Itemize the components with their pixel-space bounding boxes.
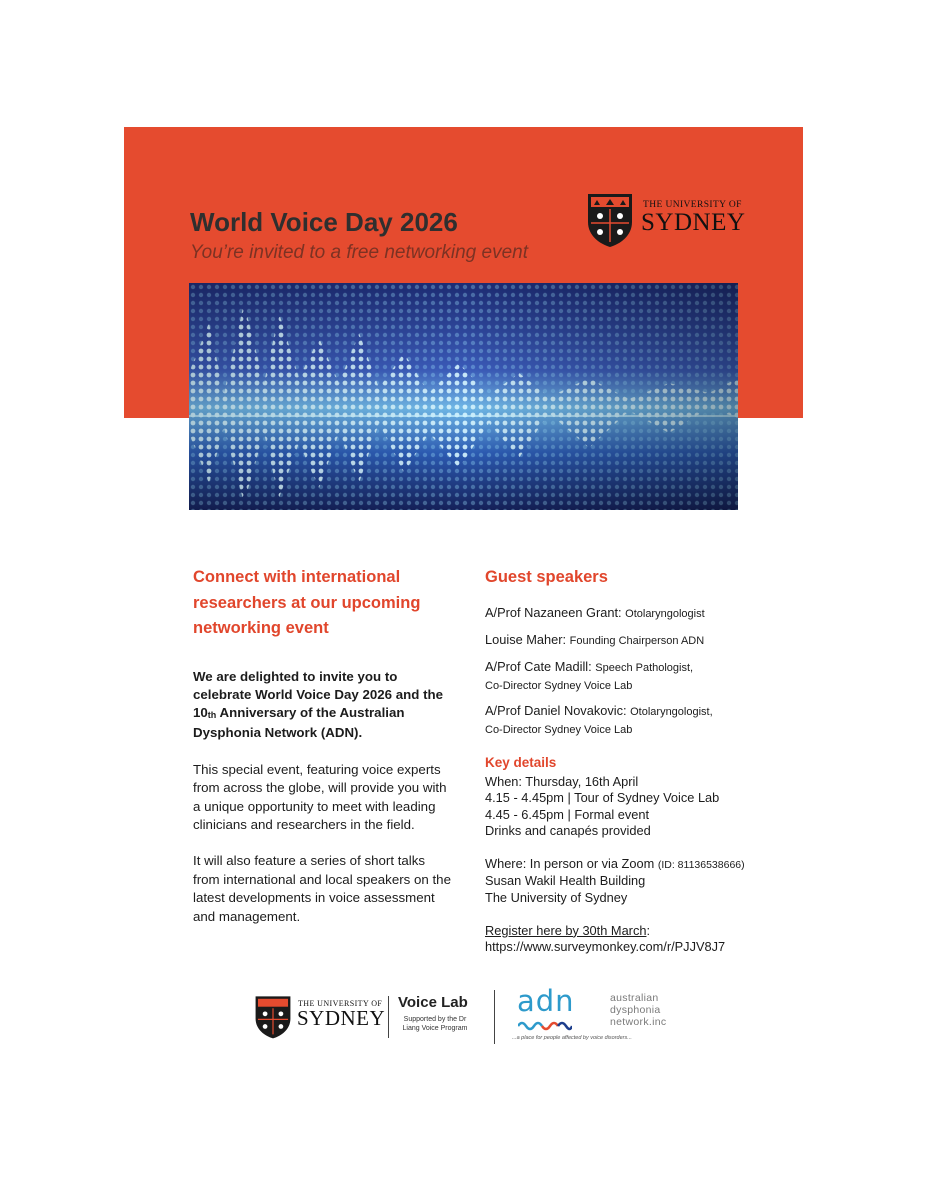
speaker-name: A/Prof Cate Madill: (485, 658, 592, 674)
speaker-item (485, 657, 775, 695)
when-line: When: Thursday, 16th April (485, 773, 639, 789)
adn-line3: network.inc (610, 1016, 667, 1028)
university-logo-small-text: THE UNIVERSITY OF (643, 200, 742, 210)
speaker-item (485, 701, 775, 739)
paragraph-event: This special event, featuring voice experts from across the globe, will provide you with a unique opportunity to meet with leading clinicians and researchers in the field. (193, 761, 447, 832)
lead-part1: We are delighted to invite you to celebrate World Voice Day 2026 and the (193, 668, 444, 702)
register-line (485, 923, 775, 940)
university-logo-big-text: SYDNEY (641, 209, 746, 236)
speaker-name: A/Prof Nazaneen Grant: (485, 604, 622, 620)
university-crest-icon (586, 192, 634, 248)
page-subtitle: You’re invited to a free networking event (190, 242, 528, 263)
speaker-role: Otolaryngologist (625, 607, 705, 620)
adn-full-name (610, 992, 666, 1028)
adn-line2: dysphonia (610, 1004, 661, 1016)
speaker-role: Speech Pathologist, (595, 661, 694, 674)
university-logo (586, 192, 746, 248)
lead-paragraph (193, 668, 453, 743)
where-text: Where: In person or via Zoom (485, 855, 655, 871)
footer-university-big-text: SYDNEY (297, 1006, 386, 1030)
footer-divider (494, 990, 495, 1044)
tour-time-line: 4.15 - 4.45pm | Tour of Sydney Voice Lab (485, 790, 720, 806)
speaker-list (485, 603, 775, 739)
sound-wave-image (189, 283, 738, 510)
voice-lab-title: Voice Lab (398, 994, 468, 1011)
adn-tagline: ...a place for people affected by voice disorders... (512, 1035, 632, 1041)
adn-line1: australian (610, 992, 659, 1004)
adn-wave-icon (518, 1020, 572, 1032)
speaker-role: Otolaryngologist, (630, 705, 713, 718)
speaker-item (485, 603, 775, 624)
footer-logos (250, 984, 670, 1048)
right-column (485, 565, 775, 956)
lead-number: 10 (193, 705, 208, 721)
speaker-name: Louise Maher: (485, 631, 567, 647)
key-details-heading: Key details (485, 754, 557, 770)
speaker-item (485, 630, 775, 651)
left-column (193, 565, 453, 926)
speaker-role: Founding Chairperson ADN (569, 634, 705, 647)
adn-wordmark: adn (517, 984, 575, 1018)
zoom-id: (ID: 81136538666) (657, 858, 745, 871)
footer-university-small-text: THE UNIVERSITY OF (298, 999, 383, 1008)
register-link[interactable]: Register here by 30th March (485, 922, 647, 938)
paragraph-talks: It will also feature a series of short talks from international and local speakers on the latest developments in voice assessment and management. (193, 853, 451, 924)
left-heading: Connect with international researchers at our upcoming networking event (193, 568, 421, 637)
university-crest-icon (254, 994, 292, 1040)
voice-lab-subtitle: Supported by the Dr Liang Voice Program (402, 1016, 468, 1032)
building-line: Susan Wakil Health Building (485, 873, 646, 889)
lead-suffix: th (207, 710, 217, 721)
lead-part2: Anniversary of the Australian Dysphonia Network (ADN). (193, 705, 405, 741)
register-colon: : (646, 922, 651, 938)
speaker-role-line2: Co-Director Sydney Voice Lab (485, 679, 633, 692)
footer-divider (388, 996, 389, 1038)
page-title: World Voice Day 2026 (190, 207, 458, 237)
speaker-name: A/Prof Daniel Novakovic: (485, 702, 627, 718)
where-line (485, 856, 775, 874)
university-line: The University of Sydney (485, 890, 628, 906)
catering-line: Drinks and canapés provided (485, 823, 651, 839)
speaker-role-line2: Co-Director Sydney Voice Lab (485, 723, 633, 736)
register-url[interactable]: https://www.surveymonkey.com/r/PJJV8J7 (485, 939, 726, 955)
speakers-heading: Guest speakers (485, 568, 608, 586)
formal-time-line: 4.45 - 6.45pm | Formal event (485, 806, 650, 822)
